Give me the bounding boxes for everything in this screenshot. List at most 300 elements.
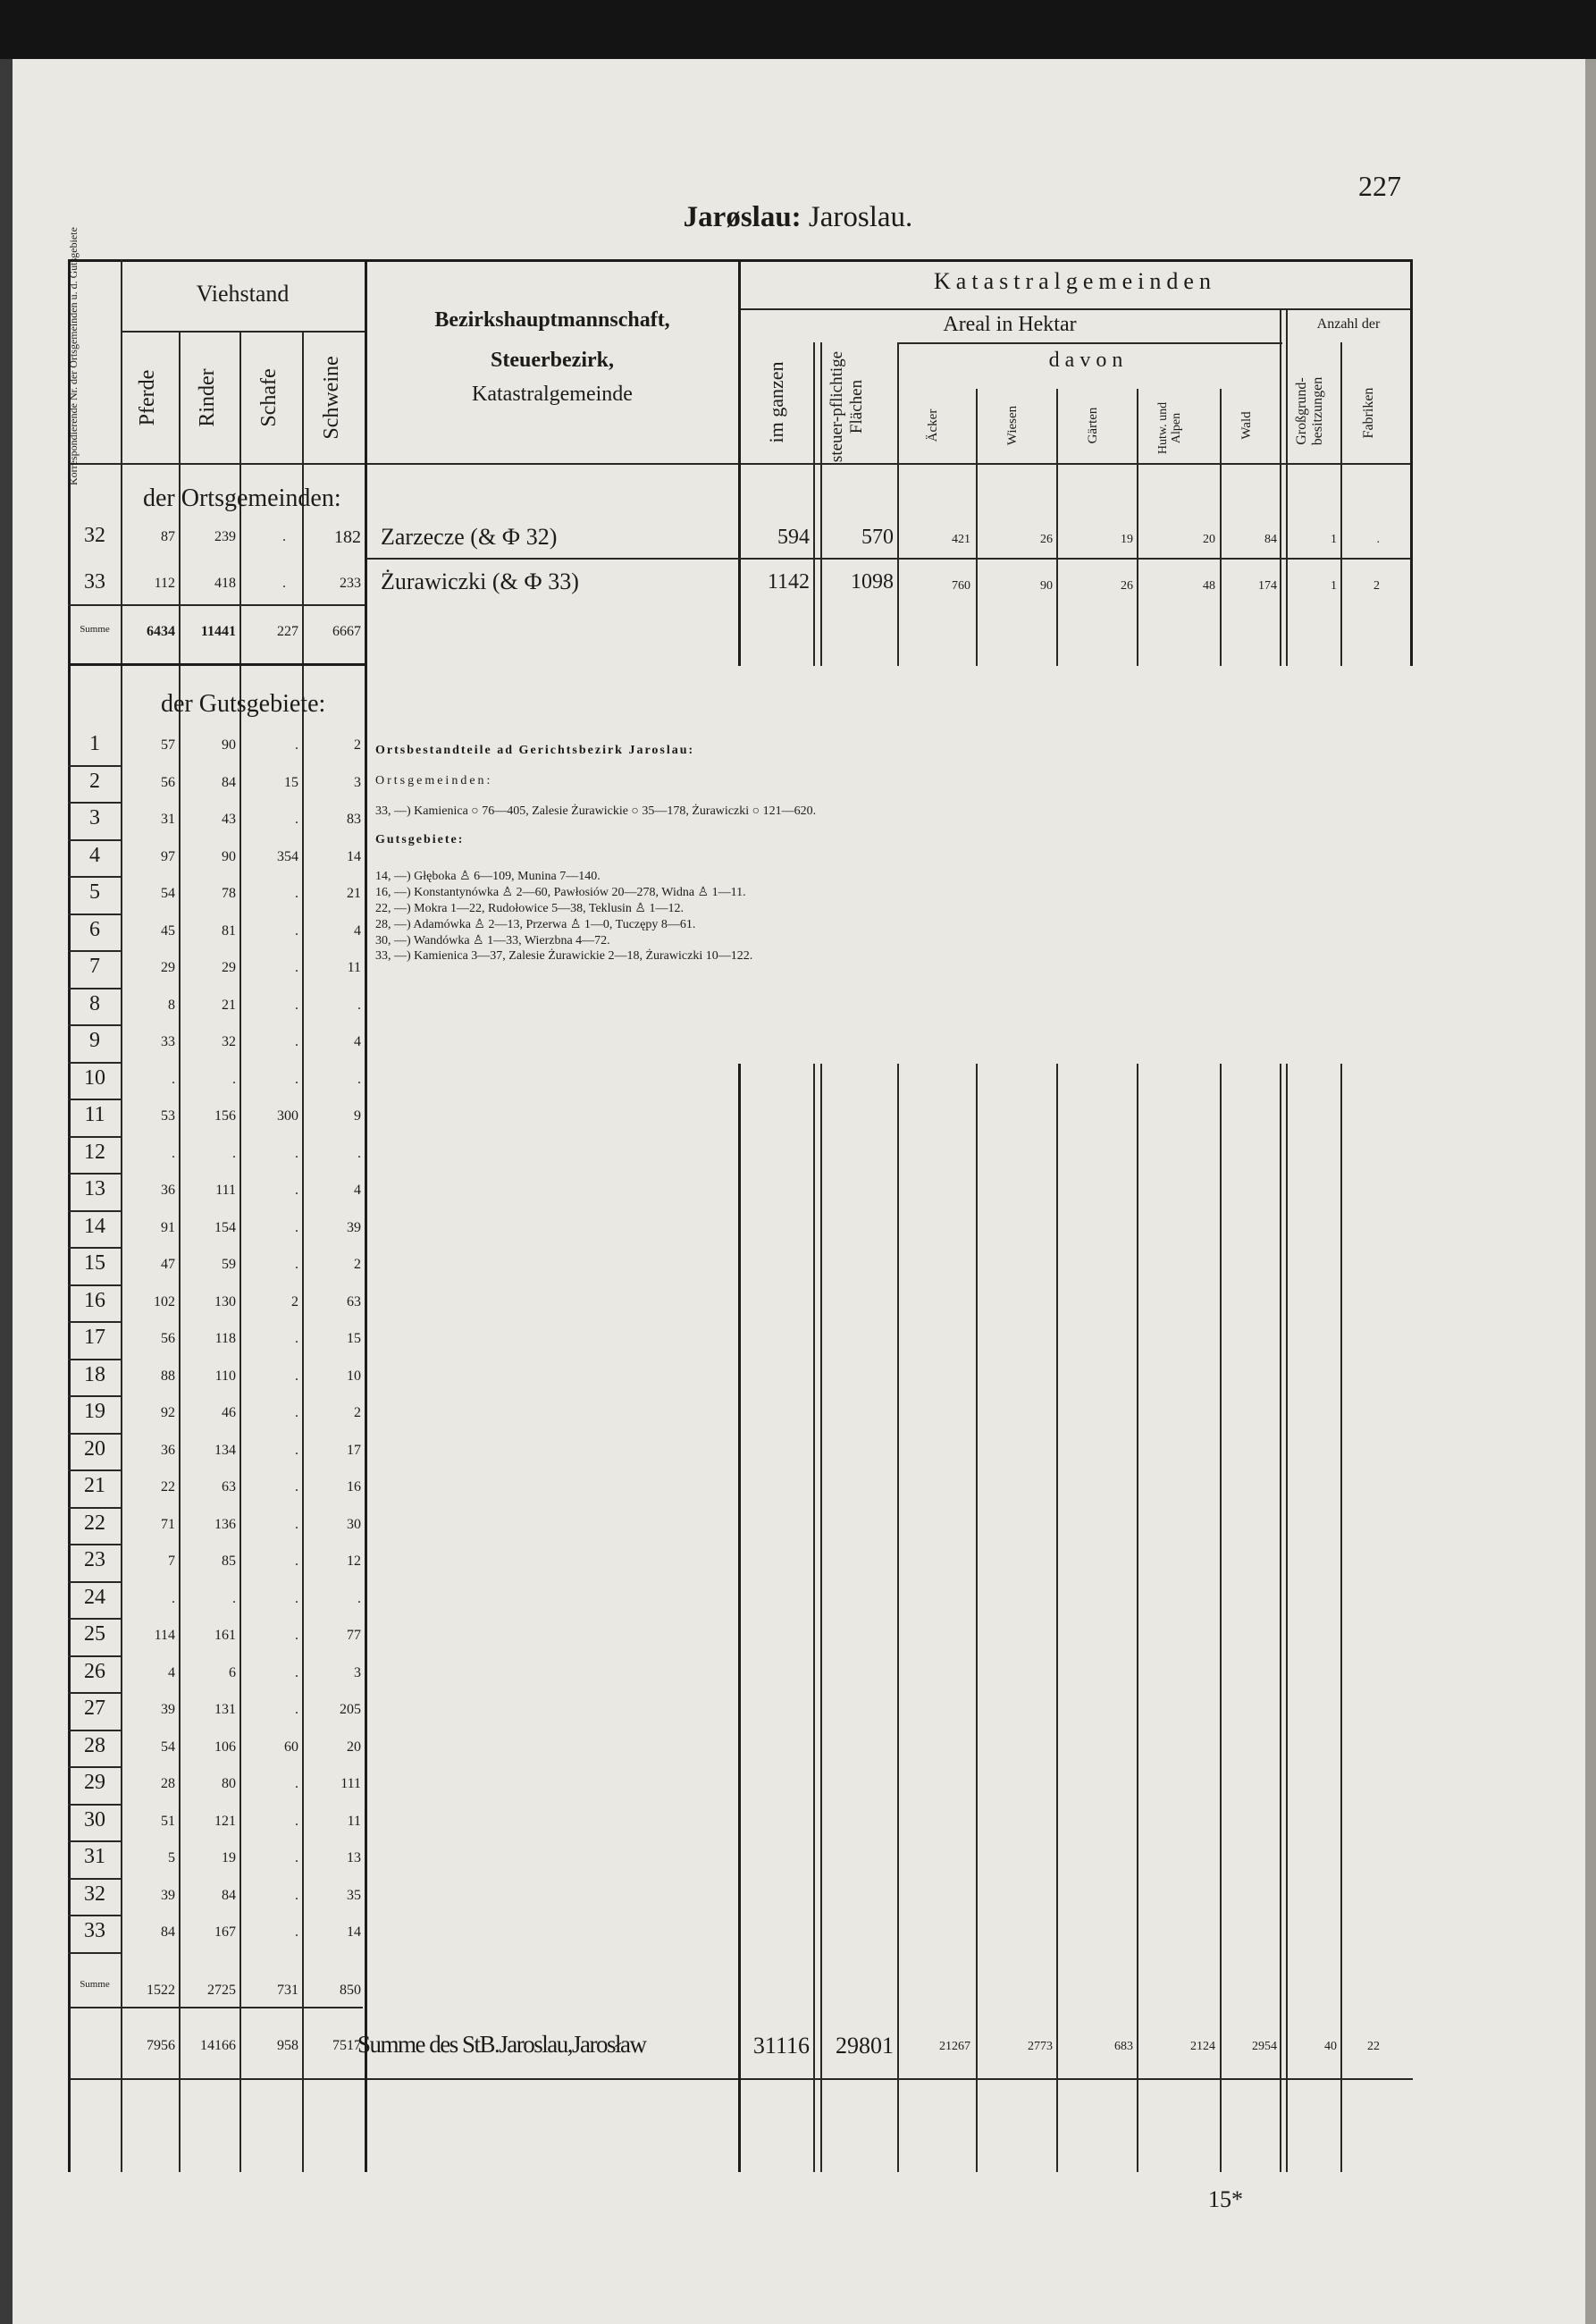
- col-line-wald-bottom: [1280, 1064, 1281, 2172]
- guts-nr: 1: [89, 732, 100, 755]
- guts-nr: 23: [84, 1548, 105, 1571]
- guts-schweine: 77: [347, 1628, 361, 1643]
- total-wiesen: 2773: [1028, 2040, 1053, 2053]
- guts-rinder: 29: [222, 960, 236, 975]
- guts-nr: 26: [84, 1659, 105, 1683]
- guts-schweine: 111: [340, 1776, 361, 1791]
- guts-rinder: 156: [214, 1108, 236, 1124]
- guts-pferde: 39: [161, 1702, 175, 1717]
- orts-summe-schafe: 227: [277, 624, 298, 639]
- note-line: 16, —) Konstantynówka ♙ 2—60, Pawłosiów 20—278, Widna ♙ 1—11.: [375, 886, 746, 899]
- guts-schweine: 4: [354, 1183, 361, 1198]
- guts-nr: 11: [84, 1103, 105, 1126]
- guts-nr: 29: [84, 1771, 105, 1794]
- row-rule: [68, 1618, 122, 1620]
- header-schafe: Schafe: [257, 368, 281, 427]
- guts-schafe: .: [295, 1071, 298, 1087]
- row-rule: [68, 1692, 122, 1694]
- guts-summe-schweine: 850: [340, 1983, 361, 1998]
- guts-schweine: 4: [354, 922, 361, 939]
- guts-schafe: .: [295, 1442, 298, 1458]
- guts-schafe: .: [295, 1776, 298, 1791]
- header-viehstand: Viehstand: [196, 281, 290, 307]
- guts-rinder: 78: [222, 886, 236, 901]
- guts-pferde: 36: [161, 1442, 175, 1458]
- guts-pferde: 71: [161, 1516, 175, 1532]
- guts-nr: 5: [89, 880, 100, 904]
- col-line-name-bottom: [738, 1064, 741, 2172]
- row-rule: [68, 1433, 122, 1435]
- guts-nr: 7: [89, 955, 100, 978]
- section-gutsgebiete: der Gutsgebiete:: [161, 690, 326, 718]
- orts-name: Zarzecze (& Ф 32): [381, 524, 558, 550]
- guts-rinder: 63: [222, 1479, 236, 1495]
- orts-summe-rule: [68, 663, 365, 666]
- guts-schafe: .: [295, 1257, 298, 1272]
- row-rule: [68, 1395, 122, 1397]
- orts-hutw: 48: [1203, 579, 1215, 593]
- page-footer: 15*: [1208, 2186, 1243, 2212]
- guts-rinder: 118: [214, 1331, 236, 1346]
- guts-rinder: 111: [215, 1183, 236, 1198]
- guts-schweine: 12: [347, 1554, 361, 1569]
- guts-rinder: 85: [222, 1554, 236, 1569]
- guts-nr: 15: [84, 1251, 105, 1275]
- orts-schweine: 182: [334, 527, 361, 547]
- guts-nr: 25: [84, 1622, 105, 1646]
- guts-nr: 14: [84, 1214, 105, 1238]
- guts-rinder: 110: [214, 1368, 236, 1384]
- guts-schafe: .: [295, 1924, 298, 1940]
- col-line-steuer-top: [897, 342, 899, 666]
- row-rule: [68, 950, 122, 952]
- guts-pferde: 29: [161, 960, 175, 975]
- guts-schafe: .: [295, 1034, 298, 1049]
- orts-aecker: 421: [952, 533, 970, 546]
- guts-nr: 4: [89, 843, 100, 867]
- header-bezirk-1: Bezirkshauptmannschaft,: [434, 308, 670, 332]
- guts-nr: 13: [84, 1177, 105, 1200]
- guts-pferde: 7: [168, 1554, 175, 1569]
- guts-nr: 19: [84, 1400, 105, 1423]
- guts-schafe: .: [295, 1887, 298, 1903]
- orts-ganzen: 1142: [767, 570, 810, 594]
- guts-nr: 17: [84, 1326, 105, 1349]
- guts-schafe: .: [295, 1628, 298, 1643]
- guts-nr: 18: [84, 1362, 105, 1386]
- col-line-steuer-bottom: [897, 1064, 899, 2172]
- header-schweine: Schweine: [320, 356, 343, 440]
- row-rule: [366, 558, 1410, 560]
- orts-summe-label: Summe: [80, 624, 110, 635]
- guts-schafe: .: [295, 1331, 298, 1346]
- title-plain: Jaroslau.: [801, 201, 913, 233]
- header-fabriken: Fabriken: [1361, 387, 1376, 439]
- orts-gaerten: 19: [1121, 533, 1133, 546]
- guts-summe-schafe: 731: [277, 1983, 298, 1998]
- total-fabr: 22: [1367, 2040, 1380, 2053]
- guts-pferde: 56: [161, 774, 175, 790]
- guts-rinder: 80: [222, 1776, 236, 1791]
- guts-rinder: 43: [222, 812, 236, 827]
- col-line-aecker-bottom: [976, 1064, 978, 2172]
- guts-rinder: .: [232, 1590, 236, 1606]
- guts-schweine: 14: [347, 1924, 361, 1940]
- orts-ganzen: 594: [777, 526, 810, 549]
- col-line-pferde: [179, 331, 181, 2172]
- guts-schweine: .: [357, 997, 361, 1013]
- col-line-gross-top: [1340, 342, 1342, 666]
- row-rule: [68, 802, 122, 804]
- guts-pferde: 91: [161, 1219, 175, 1235]
- guts-nr: 9: [89, 1029, 100, 1052]
- guts-schafe: .: [295, 1554, 298, 1569]
- guts-schweine: 35: [347, 1887, 361, 1903]
- row-rule: [68, 1247, 122, 1249]
- orts-fabr: 2: [1373, 579, 1380, 593]
- guts-summe-rinder: 2725: [207, 1983, 236, 1998]
- guts-schweine: 16: [347, 1479, 361, 1495]
- orts-name: Żurawiczki (& Ф 33): [381, 568, 579, 594]
- guts-schweine: 2: [354, 1257, 361, 1272]
- guts-nr: 33: [84, 1919, 105, 1942]
- guts-pferde: 102: [154, 1293, 175, 1309]
- header-bezirk-2: Steuerbezirk,: [491, 349, 614, 372]
- guts-pferde: 84: [161, 1924, 175, 1940]
- col-line-wald-top: [1280, 308, 1281, 666]
- total-rinder: 14166: [200, 2038, 236, 2053]
- guts-schweine: 21: [347, 886, 361, 901]
- guts-rinder: 81: [222, 922, 236, 939]
- guts-schafe: .: [295, 922, 298, 939]
- guts-nr: 22: [84, 1511, 105, 1535]
- guts-schweine: 4: [354, 1034, 361, 1049]
- row-rule: [68, 1915, 122, 1916]
- row-rule: [68, 1655, 122, 1657]
- orts-gross: 1: [1331, 533, 1337, 546]
- row-rule: [68, 1952, 122, 1954]
- col-line-hutw-top: [1220, 389, 1222, 666]
- col-line-wiesen-bottom: [1056, 1064, 1058, 2172]
- guts-pferde: .: [172, 1071, 175, 1087]
- orts-summe-pferde: 6434: [147, 624, 175, 639]
- guts-nr: 30: [84, 1807, 105, 1831]
- header-wald: Wald: [1239, 411, 1254, 440]
- note-line: 33, —) Kamienica ○ 76—405, Zalesie Żurawickie ○ 35—178, Żurawiczki ○ 121—620.: [375, 804, 817, 818]
- guts-nr: 32: [84, 1882, 105, 1906]
- total-top-rule: [68, 2007, 363, 2008]
- orts-fabr: .: [1376, 533, 1380, 546]
- guts-rinder: 130: [214, 1293, 236, 1309]
- orts-gaerten: 26: [1121, 579, 1133, 593]
- guts-rinder: 6: [229, 1664, 236, 1680]
- orts-summe-rinder: 11441: [200, 624, 236, 639]
- header-areal: Areal in Hektar: [943, 313, 1077, 336]
- row-rule: [68, 1469, 122, 1471]
- guts-rinder: 134: [214, 1442, 236, 1458]
- guts-pferde: 54: [161, 886, 175, 901]
- guts-schweine: .: [357, 1590, 361, 1606]
- guts-schweine: 2: [354, 737, 361, 753]
- header-im-ganzen: im ganzen: [765, 361, 787, 443]
- total-ganzen: 31116: [752, 2033, 810, 2059]
- row-rule: [68, 1284, 122, 1286]
- row-rule: [68, 914, 122, 915]
- orts-rinder: 418: [214, 576, 236, 591]
- guts-schafe: .: [295, 812, 298, 827]
- guts-pferde: .: [172, 1145, 175, 1161]
- guts-schafe: .: [295, 1702, 298, 1717]
- guts-pferde: 36: [161, 1183, 175, 1198]
- row-rule: [68, 1804, 122, 1806]
- total-gaerten: 683: [1114, 2040, 1133, 2053]
- orts-schweine: 233: [340, 576, 361, 591]
- orts-hutw: 20: [1203, 533, 1215, 546]
- guts-rinder: .: [232, 1145, 236, 1161]
- total-gross: 40: [1324, 2040, 1337, 2053]
- guts-schafe: 300: [277, 1108, 298, 1124]
- orts-wiesen: 26: [1040, 533, 1053, 546]
- row-rule: [68, 1210, 122, 1212]
- header-hutw: Hutw. und Alpen: [1156, 401, 1183, 455]
- guts-schweine: 3: [354, 774, 361, 790]
- guts-pferde: 56: [161, 1331, 175, 1346]
- davon-rule: [898, 342, 1282, 344]
- col-line-nr: [121, 259, 122, 2172]
- note-gutsgebiete: Gutsgebiete:: [375, 833, 465, 846]
- guts-schweine: 20: [347, 1739, 361, 1755]
- guts-schafe: .: [295, 1145, 298, 1161]
- guts-rinder: .: [232, 1071, 236, 1087]
- row-rule: [68, 1136, 122, 1138]
- total-hutw: 2124: [1190, 2040, 1215, 2053]
- header-pferde: Pferde: [136, 369, 159, 426]
- guts-schafe: .: [295, 997, 298, 1013]
- header-grossgrund: Großgrund-besitzungen: [1294, 376, 1325, 446]
- guts-nr: 31: [84, 1845, 105, 1868]
- guts-rinder: 90: [222, 737, 236, 753]
- row-rule: [68, 1062, 122, 1064]
- orts-schafe: .: [282, 529, 286, 544]
- total-schafe: 958: [277, 2038, 298, 2053]
- guts-pferde: 114: [154, 1628, 175, 1643]
- guts-schafe: .: [295, 1405, 298, 1420]
- col-line-ganzen2-top: [820, 342, 822, 666]
- guts-summe-pferde: 1522: [147, 1983, 175, 1998]
- orts-aecker: 760: [952, 579, 970, 593]
- guts-schafe: .: [295, 737, 298, 753]
- guts-rinder: 131: [214, 1702, 236, 1717]
- guts-pferde: 45: [161, 922, 175, 939]
- row-rule: [68, 1581, 122, 1583]
- col-line-wald2-top: [1286, 308, 1288, 666]
- scan-left-edge: [0, 59, 13, 2324]
- guts-schafe: .: [295, 1219, 298, 1235]
- guts-schafe: .: [295, 886, 298, 901]
- guts-schafe: .: [295, 1368, 298, 1384]
- col-line-aecker-top: [976, 389, 978, 666]
- guts-rinder: 136: [214, 1516, 236, 1532]
- guts-nr: 21: [84, 1474, 105, 1497]
- guts-rinder: 46: [222, 1405, 236, 1420]
- orts-wald: 174: [1258, 579, 1277, 593]
- guts-schweine: 14: [347, 848, 361, 864]
- orts-steuer: 1098: [851, 570, 894, 594]
- guts-pferde: .: [172, 1590, 175, 1606]
- header-korr: Korrespondierende Nr. der Ortsgemeinden u. d. Gutsgebiete: [67, 227, 80, 485]
- left-frame-line: [68, 259, 71, 2172]
- header-gaerten: Gärten: [1086, 407, 1100, 444]
- guts-schweine: 2: [354, 1405, 361, 1420]
- guts-schweine: 30: [347, 1516, 361, 1532]
- viehstand-rule: [121, 331, 366, 333]
- header-wiesen: Wiesen: [1005, 405, 1020, 446]
- areal-rule: [740, 308, 1410, 310]
- guts-pferde: 4: [168, 1664, 175, 1680]
- guts-schafe: .: [295, 1479, 298, 1495]
- guts-nr: 16: [84, 1288, 105, 1312]
- col-line-ganzen-bottom: [813, 1064, 815, 2172]
- guts-summe-label: Summe: [80, 1979, 110, 1990]
- orts-wiesen: 90: [1040, 579, 1053, 593]
- guts-schweine: 15: [347, 1331, 361, 1346]
- guts-schweine: 205: [340, 1702, 361, 1717]
- guts-schafe: .: [295, 1813, 298, 1829]
- row-rule: [68, 1730, 122, 1731]
- guts-rinder: 106: [214, 1739, 236, 1755]
- guts-rinder: 121: [214, 1813, 236, 1829]
- orts-wald: 84: [1264, 533, 1277, 546]
- note-line: 30, —) Wandówka ♙ 1—33, Wierzbna 4—72.: [375, 934, 610, 947]
- header-anzahl: Anzahl der: [1316, 316, 1381, 332]
- guts-schafe: 60: [284, 1739, 298, 1755]
- page-title: [0, 201, 1596, 234]
- guts-nr: 28: [84, 1733, 105, 1757]
- guts-pferde: 57: [161, 737, 175, 753]
- col-line-schafe: [302, 331, 304, 2172]
- guts-schweine: 10: [347, 1368, 361, 1384]
- col-line-gaerten-top: [1137, 389, 1138, 666]
- orts-gross: 1: [1331, 579, 1337, 593]
- guts-pferde: 54: [161, 1739, 175, 1755]
- col-line-schweine: [365, 259, 367, 2172]
- guts-pferde: 31: [161, 812, 175, 827]
- scan-right-edge: [1585, 59, 1596, 2324]
- row-rule: [68, 1359, 122, 1360]
- guts-pferde: 51: [161, 1813, 175, 1829]
- col-line-hutw-bottom: [1220, 1064, 1222, 2172]
- note-line: 14, —) Głęboka ♙ 6—109, Munina 7—140.: [375, 870, 601, 883]
- col-line-wiesen-top: [1056, 389, 1058, 666]
- guts-nr: 3: [89, 806, 100, 829]
- guts-pferde: 47: [161, 1257, 175, 1272]
- guts-rinder: 161: [214, 1628, 236, 1643]
- row-rule: [68, 988, 122, 989]
- guts-schweine: 11: [347, 1813, 361, 1829]
- row-rule: [68, 604, 365, 606]
- row-rule: [68, 1507, 122, 1509]
- guts-pferde: 5: [168, 1850, 175, 1865]
- guts-schweine: 9: [354, 1108, 361, 1124]
- guts-schafe: 354: [277, 848, 298, 864]
- guts-schafe: .: [295, 1590, 298, 1606]
- col-line-gross-bottom: [1340, 1064, 1342, 2172]
- guts-pferde: 28: [161, 1776, 175, 1791]
- note-ortsgemeinden: Ortsgemeinden:: [375, 774, 493, 787]
- orts-rinder: 239: [214, 529, 236, 544]
- row-rule: [68, 1878, 122, 1880]
- note-heading: Ortsbestandteile ad Gerichtsbezirk Jaroslau:: [375, 744, 695, 757]
- guts-schafe: .: [295, 1183, 298, 1198]
- guts-nr: 6: [89, 917, 100, 941]
- guts-schafe: .: [295, 960, 298, 975]
- row-rule: [68, 839, 122, 841]
- total-name: Summe des StB.Jaroslau,Jarosław: [357, 2031, 646, 2058]
- note-line: 33, —) Kamienica 3—37, Zalesie Żurawickie 2—18, Żurawiczki 10—122.: [375, 949, 753, 963]
- guts-rinder: 32: [222, 1034, 236, 1049]
- guts-nr: 2: [89, 769, 100, 793]
- guts-schafe: .: [295, 1516, 298, 1532]
- header-bezirk-3: Katastralgemeinde: [472, 383, 633, 406]
- header-kataster: Katastralgemeinden: [934, 268, 1216, 294]
- guts-pferde: 97: [161, 848, 175, 864]
- row-rule: [68, 765, 122, 767]
- orts-nr: 33: [84, 570, 105, 594]
- total-pferde: 7956: [147, 2038, 175, 2053]
- guts-nr: 8: [89, 991, 100, 1015]
- row-rule: [68, 876, 122, 878]
- page-number: 227: [1358, 170, 1401, 202]
- guts-rinder: 84: [222, 1887, 236, 1903]
- guts-rinder: 84: [222, 774, 236, 790]
- scan-top-border: [0, 0, 1596, 59]
- orts-nr: 32: [84, 524, 105, 547]
- guts-schweine: .: [357, 1145, 361, 1161]
- guts-schweine: 63: [347, 1293, 361, 1309]
- col-line-ganzen2-bottom: [820, 1064, 822, 2172]
- col-line-wald2-bottom: [1286, 1064, 1288, 2172]
- guts-nr: 24: [84, 1585, 105, 1609]
- guts-pferde: 39: [161, 1887, 175, 1903]
- row-rule: [68, 1544, 122, 1545]
- title-bold: Jarøslau:: [683, 201, 802, 233]
- total-wald: 2954: [1252, 2040, 1277, 2053]
- col-line-gaerten-bottom: [1137, 1064, 1138, 2172]
- guts-rinder: 59: [222, 1257, 236, 1272]
- guts-rinder: 167: [214, 1924, 236, 1940]
- orts-pferde: 112: [154, 576, 175, 591]
- row-rule: [68, 1024, 122, 1026]
- guts-nr: 12: [84, 1140, 105, 1164]
- row-rule: [68, 1321, 122, 1323]
- header-steuer: steuer-pflichtige Flächen: [827, 350, 866, 463]
- guts-schafe: .: [295, 1850, 298, 1865]
- row-rule: [68, 1766, 122, 1768]
- guts-rinder: 21: [222, 997, 236, 1013]
- section-ortsgemeinden: der Ortsgemeinden:: [143, 484, 341, 512]
- guts-schafe: 2: [291, 1293, 298, 1309]
- guts-schweine: 13: [347, 1850, 361, 1865]
- guts-pferde: 22: [161, 1479, 175, 1495]
- total-schweine: 7517: [332, 2038, 361, 2053]
- orts-pferde: 87: [161, 529, 175, 544]
- header-davon: davon: [1048, 349, 1129, 372]
- guts-schweine: 39: [347, 1219, 361, 1235]
- guts-pferde: 33: [161, 1034, 175, 1049]
- col-line-rinder: [239, 331, 241, 2172]
- guts-schafe: 15: [284, 774, 298, 790]
- guts-schafe: .: [295, 1664, 298, 1680]
